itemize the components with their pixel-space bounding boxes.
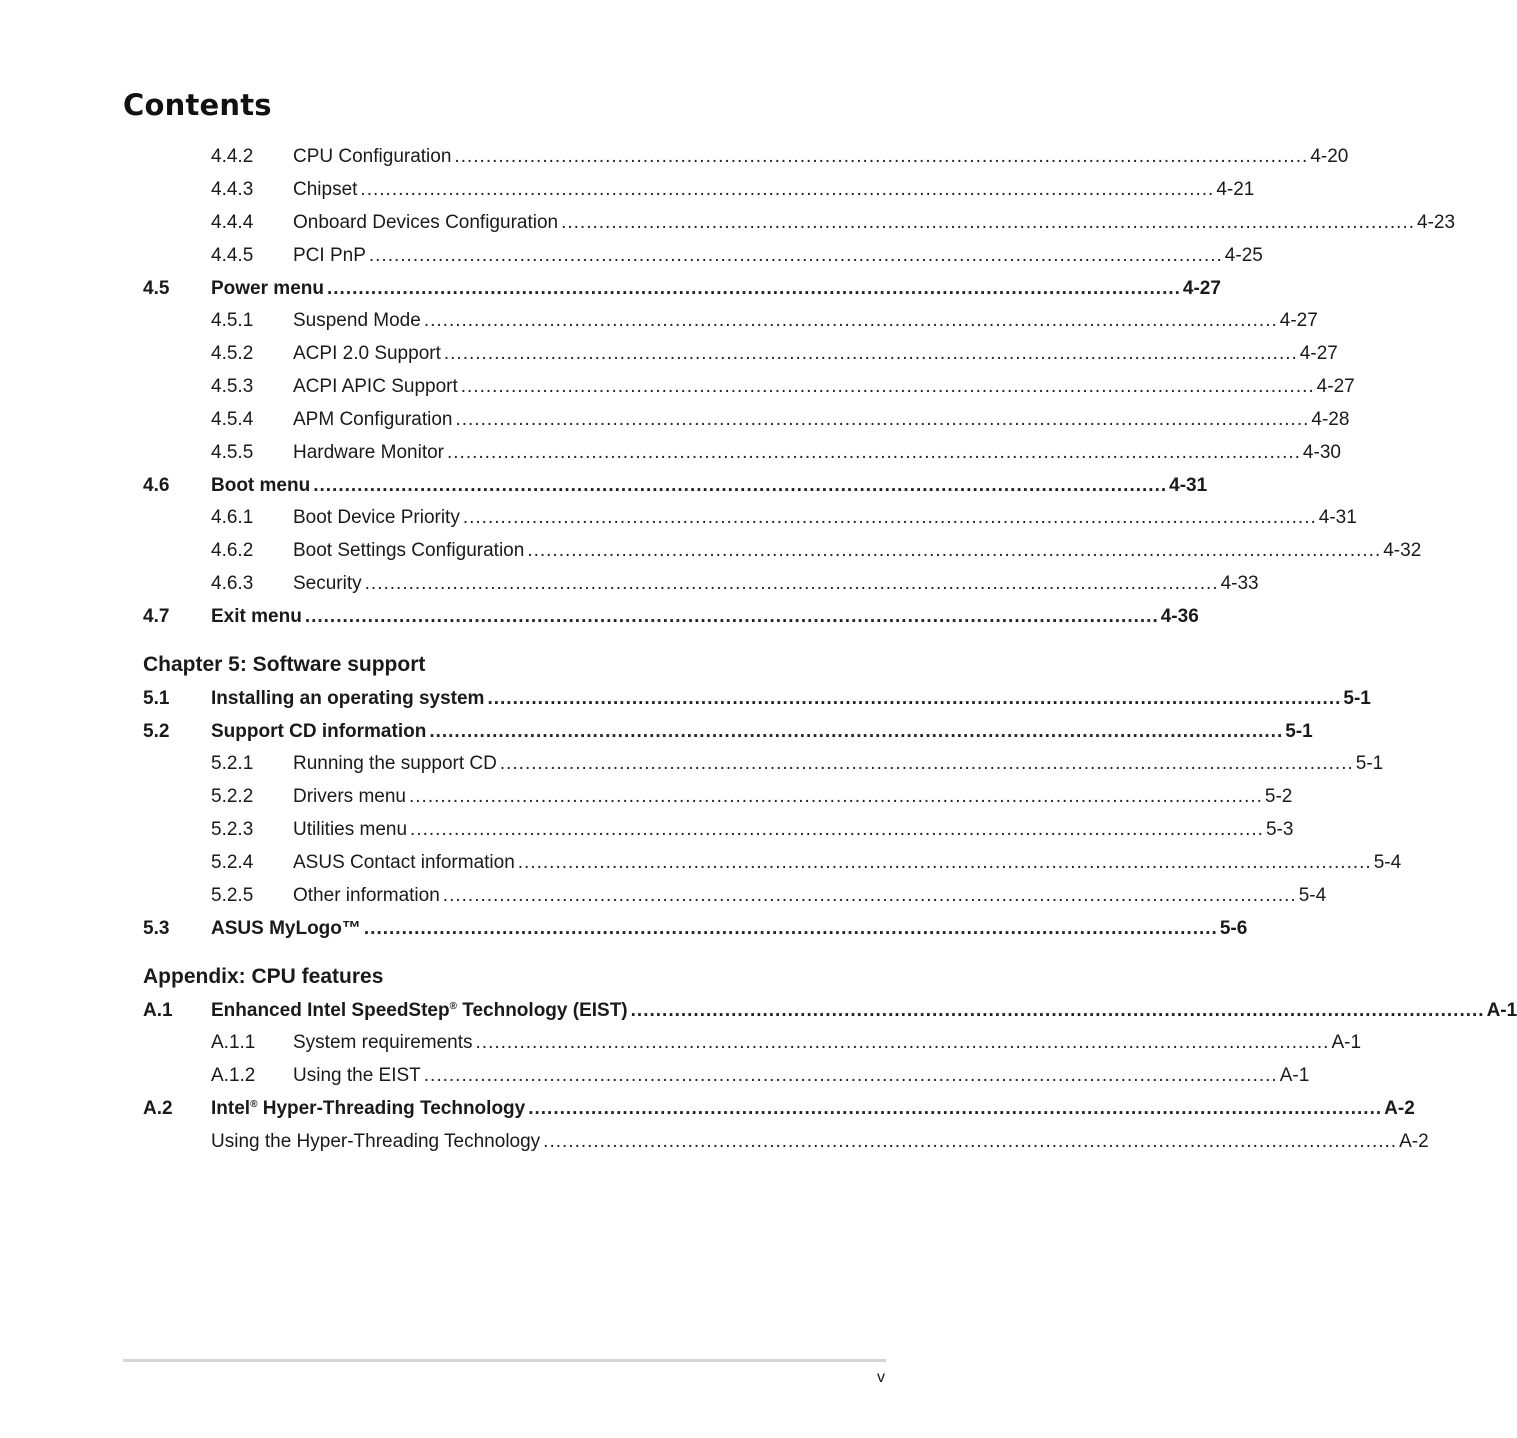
dot-leader: ........................................................................................................................................ [423,310,1278,331]
toc-entry-number: 4.4.5 [211,245,254,266]
toc-entry-label: Boot menu [211,475,311,496]
toc-entry-page: 5-4 [1298,885,1327,906]
dot-leader: ........................................................................................................................................ [408,786,1263,807]
toc-entry[interactable] [0,210,1456,236]
toc-entry-number: 5.1 [143,688,170,709]
toc-entry[interactable] [0,883,1327,909]
toc-entry-number: 4.6.2 [211,540,254,561]
toc-entry[interactable] [0,571,1259,597]
dot-leader: ........................................................................................................................................ [517,852,1372,873]
toc-entry-number: 5.3 [143,918,170,939]
toc-entry[interactable] [0,538,1422,564]
toc-entry-page: 5-1 [1343,688,1371,709]
toc-entry-number: 4.5 [143,278,170,299]
toc-section-entry[interactable] [0,1096,1415,1122]
toc-entry-label: Utilities menu [293,819,408,840]
toc-entry-label: System requirements [293,1032,473,1053]
page-title: Contents [123,88,272,122]
toc-entry-number: 4.5.4 [211,409,254,430]
toc-entry-page: 4-30 [1302,442,1341,463]
dot-leader: ........................................................................................................................................ [313,475,1168,496]
toc-entry[interactable] [0,308,1318,334]
dot-leader: ........................................................................................................................................ [543,1131,1398,1152]
toc-entry[interactable] [0,440,1341,466]
toc-entry[interactable] [0,850,1402,876]
toc-entry-page: 4-27 [1279,310,1318,331]
toc-entry-label-part: Intel [211,1098,251,1119]
toc-entry-page: 4-31 [1318,507,1357,528]
toc-entry-label: Running the support CD [293,753,497,774]
toc-entry-page: 5-2 [1264,786,1293,807]
toc-entry-label: ACPI 2.0 Support [293,343,441,364]
toc-entry-page: 5-4 [1373,852,1402,873]
toc-entry-number: 4.4.4 [211,212,254,233]
toc-section-entry[interactable] [0,276,1221,302]
toc-entry-number: 4.6.1 [211,507,254,528]
toc-section-entry[interactable] [0,604,1199,630]
toc-entry[interactable] [0,751,1384,777]
toc-entry-number: 5.2.3 [211,819,254,840]
toc-entry-label-part: Hyper-Threading Technology [257,1098,526,1119]
toc-entry-number: 5.2 [143,721,170,742]
toc-entry-number: A.1 [143,1000,173,1021]
toc-entry-number: 4.4.3 [211,179,254,200]
toc-entry-page: 4-20 [1310,146,1349,167]
toc-entry[interactable] [0,407,1350,433]
toc-entry-label: Power menu [211,278,324,299]
toc-entry-number: 4.6 [143,475,170,496]
toc-entry-number: A.2 [143,1098,173,1119]
toc-entry-number: 4.5.3 [211,376,254,397]
dot-leader: ........................................................................................................................................ [499,753,1354,774]
dot-leader: ........................................................................................................................................ [443,343,1298,364]
toc-entry-label-part: Enhanced Intel SpeedStep [211,1000,450,1021]
toc-entry-number: 4.5.2 [211,343,254,364]
toc-entry-label: Using the Hyper-Threading Technology [211,1131,541,1152]
toc-entry-page: A-1 [1279,1065,1310,1086]
dot-leader: ........................................................................................................................................ [630,1000,1485,1021]
registered-mark: ® [449,1001,457,1012]
toc-entry-page: 4-32 [1383,540,1422,561]
dot-leader: ........................................................................................................................................ [364,573,1219,594]
toc-entry-number: 4.7 [143,606,170,627]
toc-entry-number: A.1.2 [211,1065,256,1086]
toc-entry-label: ASUS Contact information [293,852,515,873]
toc-entry-label: PCI PnP [293,245,366,266]
toc-entry-label: Hardware Monitor [293,442,444,463]
toc-section-entry[interactable] [0,998,1517,1024]
toc-entry-page: 4-27 [1299,343,1338,364]
dot-leader: ........................................................................................................................................ [363,918,1218,939]
toc-entry-number: 4.5.5 [211,442,254,463]
toc-entry-label: APM Configuration [293,409,453,430]
registered-mark: ® [250,1099,258,1110]
toc-entry-label: Exit menu [211,606,302,627]
toc-entry[interactable] [0,505,1357,531]
toc-section-entry[interactable] [0,719,1313,745]
toc-entry-number: 4.6.3 [211,573,254,594]
toc-entry-page: 5-1 [1355,753,1384,774]
dot-leader: ........................................................................................................................................ [410,819,1264,840]
dot-leader: ........................................................................................................................................ [442,885,1297,906]
toc-entry-page: 4-36 [1160,606,1199,627]
dot-leader: ........................................................................................................................................ [460,376,1315,397]
toc-entry-page: A-1 [1486,1000,1517,1021]
toc-entry[interactable] [0,243,1263,269]
toc-section-entry[interactable] [0,473,1208,499]
toc-entry-page: 5-3 [1265,819,1294,840]
toc-entry[interactable] [0,1063,1310,1089]
toc-entry-label: Security [293,573,362,594]
toc-entry-number: A.1.1 [211,1032,256,1053]
toc-entry[interactable] [0,817,1294,843]
dot-leader: ........................................................................................................................................ [455,409,1310,430]
toc-entry[interactable] [0,374,1355,400]
dot-leader: ........................................................................................................................................ [423,1065,1278,1086]
toc-entry-label: Using the EIST [293,1065,421,1086]
toc-entry-page: 4-27 [1316,376,1355,397]
toc-entry[interactable] [0,341,1338,367]
dot-leader: ........................................................................................................................................ [326,278,1181,299]
toc-entry-page: 4-28 [1311,409,1350,430]
toc-entry-label: ACPI APIC Support [293,376,458,397]
toc-entry-label: Onboard Devices Configuration [293,212,559,233]
dot-leader: ........................................................................................................................................ [304,606,1159,627]
appendix-heading: Appendix: CPU features [143,965,384,988]
toc-entry-number: 5.2.4 [211,852,254,873]
toc-entry-page: 4-25 [1224,245,1263,266]
dot-leader: ........................................................................................................................................ [429,721,1284,742]
toc-entry-page: A-2 [1384,1098,1415,1119]
toc-section-entry[interactable] [0,916,1248,942]
toc-entry-label: Other information [293,885,440,906]
toc-entry-label: Boot Device Priority [293,507,460,528]
toc-entry-page: 4-23 [1417,212,1456,233]
toc-entry-page: 4-21 [1216,179,1255,200]
footer-divider [123,1359,886,1362]
dot-leader: ........................................................................................................................................ [528,1098,1383,1119]
toc-entry-label: CPU Configuration [293,146,452,167]
toc-entry-label: Boot Settings Configuration [293,540,525,561]
toc-entry-page: 4-27 [1182,278,1221,299]
toc-section-entry[interactable] [0,686,1371,712]
toc-entry[interactable] [0,1129,1429,1155]
chapter-heading: Chapter 5: Software support [143,653,426,676]
page-number: v [877,1369,885,1386]
dot-leader: ........................................................................................................................................ [475,1032,1330,1053]
toc-entry-label [211,998,631,1024]
toc-entry-label: Chipset [293,179,358,200]
toc-entry-label: Installing an operating system [211,688,485,709]
dot-leader: ........................................................................................................................................ [454,146,1309,167]
toc-entry-page: 4-33 [1220,573,1259,594]
dot-leader: ........................................................................................................................................ [527,540,1382,561]
toc-entry-label: Support CD information [211,721,427,742]
dot-leader: ........................................................................................................................................ [561,212,1416,233]
toc-entry-number: 4.5.1 [211,310,254,331]
toc-entry-page: 5-1 [1285,721,1313,742]
dot-leader: ........................................................................................................................................ [487,688,1342,709]
toc-entry-page: A-1 [1331,1032,1362,1053]
toc-entry-label: ASUS MyLogo™ [211,918,361,939]
toc-entry-page: 5-6 [1219,918,1248,939]
toc-entry-number: 5.2.5 [211,885,254,906]
toc-entry-page: 4-31 [1169,475,1208,496]
dot-leader: ........................................................................................................................................ [462,507,1317,528]
toc-entry[interactable] [0,1030,1362,1056]
dot-leader: ........................................................................................................................................ [368,245,1223,266]
toc-entry[interactable] [0,177,1255,203]
toc-entry-label [211,1096,528,1122]
toc-entry[interactable] [0,784,1293,810]
toc-entry-number: 5.2.1 [211,753,254,774]
toc-entry-label-part: Technology (EIST) [456,1000,628,1021]
toc-entry-number: 5.2.2 [211,786,254,807]
dot-leader: ........................................................................................................................................ [360,179,1215,200]
toc-entry-label: Drivers menu [293,786,406,807]
toc-entry[interactable] [0,144,1349,170]
toc-entry-number: 4.4.2 [211,146,254,167]
toc-entry-label: Suspend Mode [293,310,421,331]
toc-entry-page: A-2 [1399,1131,1429,1152]
dot-leader: ........................................................................................................................................ [447,442,1301,463]
